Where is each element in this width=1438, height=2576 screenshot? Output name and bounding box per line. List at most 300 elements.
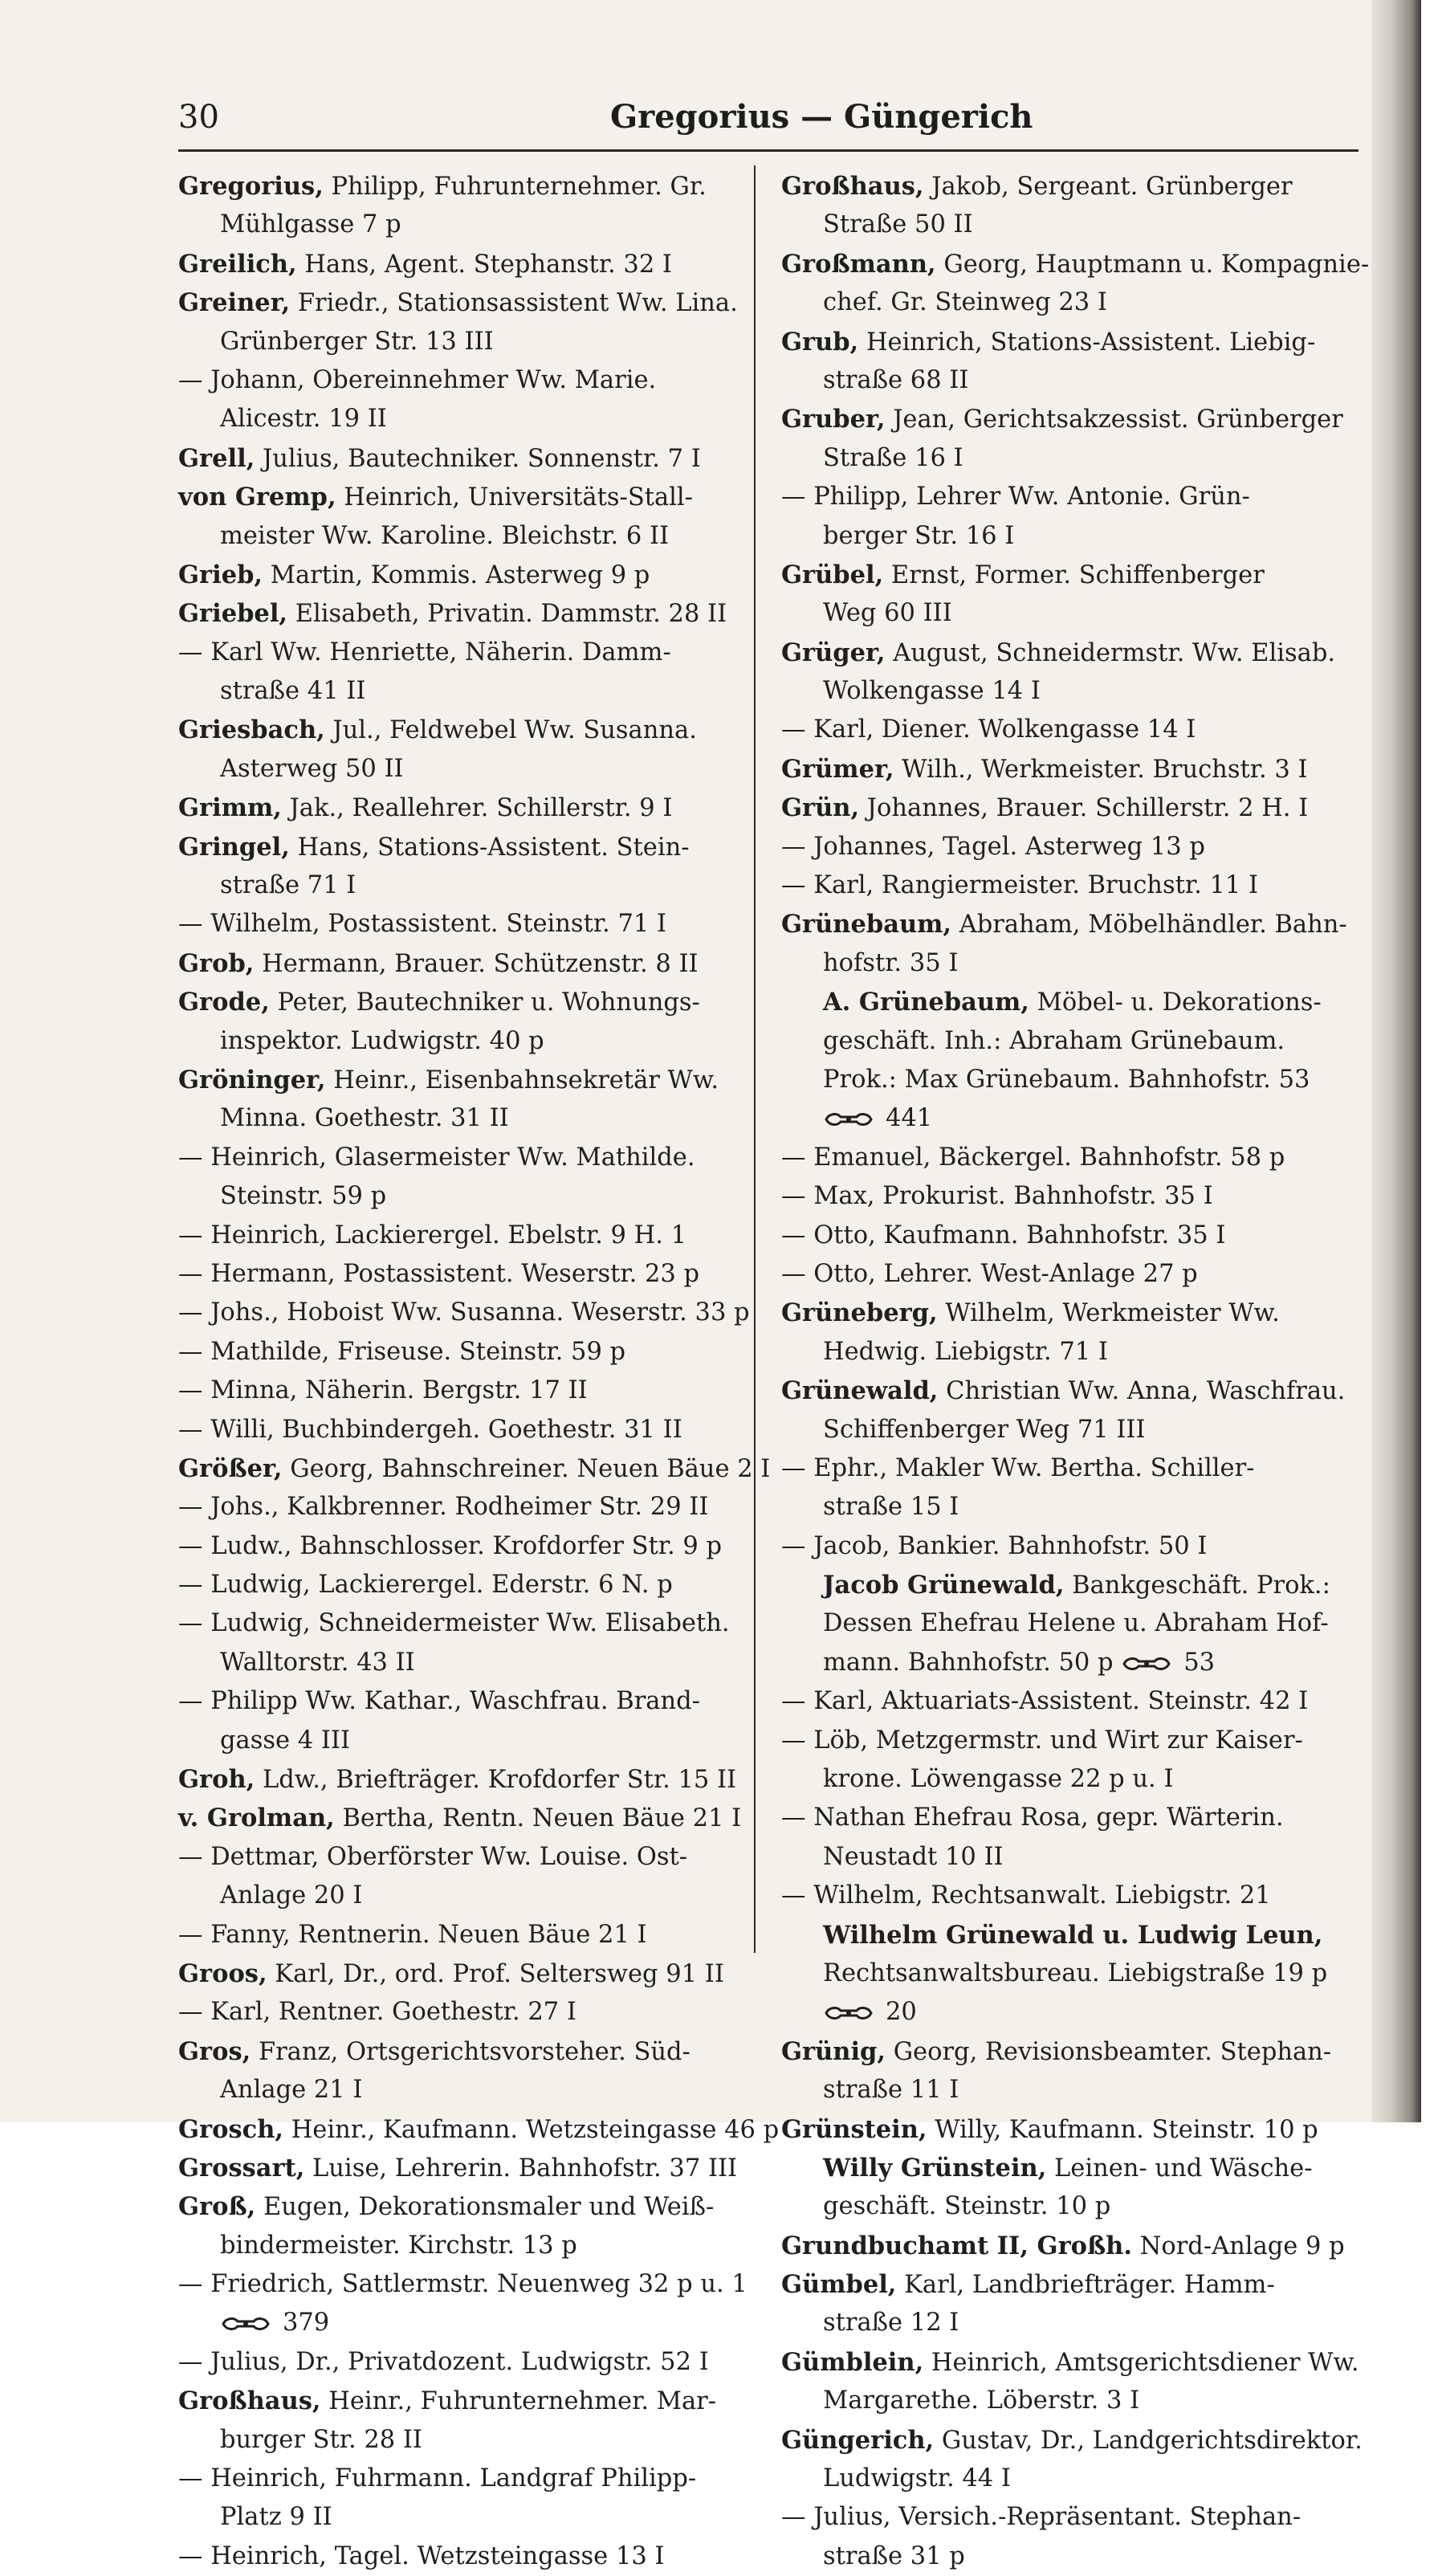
directory-line (178, 983, 745, 1021)
directory-line (178, 1139, 745, 1177)
directory-line (178, 1099, 745, 1138)
entry-name: Gruber, (781, 405, 886, 434)
entry-text: Bertha, Rentn. Neuen Bäue 21 I (334, 1804, 742, 1833)
entry-text: Heinr., Eisenbahnsekretär Ww. (325, 1066, 719, 1094)
directory-line (178, 2382, 745, 2420)
directory-line (781, 672, 1356, 711)
entry-text: — Ephr., Makler Ww. Bertha. Schiller- (781, 1453, 1255, 1482)
directory-line (781, 983, 1356, 1021)
directory-line (781, 905, 1356, 944)
entry-text: Ludwigstr. 44 I (823, 2464, 1011, 2493)
directory-line (178, 750, 745, 789)
entry-text: — Dettmar, Oberförster Ww. Louise. Ost- (178, 1842, 688, 1871)
directory-line (781, 2421, 1363, 2460)
directory-line (178, 2032, 745, 2071)
directory-line (781, 1993, 1356, 2032)
entry-text: Luise, Lehrerin. Bahnhofstr. 37 III (304, 2154, 738, 2183)
entry-name: Großmann, (781, 249, 936, 279)
entry-text: Wilh., Werkmeister. Bruchstr. 3 I (894, 755, 1308, 784)
directory-line (781, 1372, 1356, 1410)
entry-text: — Karl, Rentner. Goethestr. 27 I (178, 1998, 576, 2027)
entry-text: hofstr. 35 I (823, 948, 959, 977)
running-head: Gregorius — Güngerich (610, 98, 1033, 136)
entry-text: Heinrich, Stations-Assistent. Liebig- (858, 328, 1316, 357)
entry-text: geschäft. Inh.: Abraham Grünebaum. (823, 1026, 1285, 1055)
directory-line (178, 2304, 745, 2342)
entry-text: August, Schneidermstr. Ww. Elisab. (885, 638, 1336, 667)
entry-text: mann. Bahnhofstr. 50 p (823, 1648, 1114, 1677)
directory-line (781, 2460, 1356, 2498)
directory-line (178, 1604, 745, 1643)
directory-line (781, 2071, 1356, 2109)
directory-line (178, 167, 745, 206)
entry-text: Straße 50 II (823, 210, 973, 239)
entry-name: v. Grolman, (178, 1804, 335, 1833)
directory-line (781, 167, 1356, 206)
directory-line (781, 400, 1356, 438)
entry-text: inspektor. Ludwigstr. 40 p (220, 1026, 544, 1055)
directory-line (178, 1022, 745, 1061)
directory-line (781, 634, 1356, 672)
entry-name: Grell, (178, 443, 255, 473)
directory-line (178, 828, 745, 866)
entry-text: Nord-Anlage 9 p (1131, 2232, 1345, 2260)
entry-text: Elisabeth, Privatin. Dammstr. 28 II (287, 600, 727, 629)
entry-text: Heinrich, Amtsgerichtsdiener Ww. (923, 2348, 1359, 2377)
left-column (178, 167, 780, 2576)
directory-line (178, 1993, 745, 2032)
entry-text: — Karl, Rangiermeister. Bruchstr. 11 I (781, 871, 1259, 900)
entry-text: — Ludw., Bahnschlosser. Krofdorfer Str. 9 p (178, 1531, 723, 1560)
entry-text: Hans, Stations-Assistent. Stein- (289, 833, 690, 862)
entry-name: Großhaus, (781, 172, 924, 201)
entry-text: Karl, Landbriefträger. Hamm- (896, 2271, 1275, 2300)
entry-name: Gringel, (178, 832, 290, 862)
directory-line (781, 2032, 1356, 2071)
entry-text: Philipp, Fuhrunternehmer. Gr. (323, 173, 707, 201)
directory-line (781, 1722, 1356, 1760)
directory-line (781, 944, 1356, 983)
directory-line (178, 866, 745, 905)
directory-line (781, 594, 1356, 633)
directory-line (178, 556, 745, 594)
directory-line (781, 1488, 1356, 1526)
directory-line (178, 283, 745, 322)
entry-text: 441 (886, 1104, 933, 1133)
entry-text: Heinr., Fuhrunternehmer. Mar- (320, 2387, 717, 2416)
directory-line (781, 750, 1356, 789)
directory-line (781, 1760, 1356, 1799)
entry-name: Grode, (178, 988, 270, 1017)
entry-name: Grob, (178, 948, 255, 978)
directory-line (781, 2149, 1356, 2187)
entry-text: — Wilhelm, Postassistent. Steinstr. 71 I (178, 910, 667, 939)
entry-text: Friedr., Stationsassistent Ww. Lina. (290, 289, 738, 318)
entry-text: — Philipp Ww. Kathar., Waschfrau. Brand- (178, 1687, 700, 1716)
entry-text: straße 11 I (823, 2076, 959, 2105)
directory-line (178, 2460, 745, 2498)
directory-line (178, 1682, 745, 1721)
entry-text: Wolkengasse 14 I (823, 677, 1041, 706)
entry-text: straße 15 I (823, 1493, 959, 1522)
entry-text: Grünberger Str. 13 III (220, 327, 494, 356)
directory-line (781, 1566, 1356, 1604)
entry-text: Johannes, Brauer. Schillerstr. 2 H. I (859, 794, 1309, 823)
directory-line (178, 1838, 745, 1877)
entry-text: Willy, Kaufmann. Steinstr. 10 p (927, 2115, 1318, 2144)
directory-line (178, 789, 745, 827)
directory-line (178, 1411, 745, 1449)
entry-name: Grünebaum, (781, 910, 952, 940)
directory-line (178, 1527, 745, 1566)
directory-line (781, 1682, 1356, 1721)
directory-line (781, 828, 1356, 866)
entry-name: Größer, (178, 1453, 283, 1483)
entry-text: Weg 60 III (823, 599, 952, 628)
entry-name: Jacob Grünewald, (823, 1571, 1065, 1600)
directory-line (178, 1488, 745, 1526)
entry-text: — Ludwig, Lackierergel. Ederstr. 6 N. p (178, 1571, 673, 1600)
entry-text: Peter, Bautechniker u. Wohnungs- (269, 988, 700, 1017)
directory-line (178, 2265, 748, 2304)
entry-text: Alicestr. 19 II (220, 405, 387, 434)
entry-text: Minna. Goethestr. 31 II (220, 1104, 509, 1133)
directory-line (178, 1954, 745, 1993)
entry-text: straße 41 II (220, 677, 366, 706)
directory-line (781, 206, 1356, 244)
directory-line (178, 2187, 745, 2226)
directory-line (781, 1411, 1356, 1449)
entry-text: Möbel- u. Dekorations- (1029, 988, 1322, 1017)
entry-name: Grimm, (178, 793, 282, 823)
entry-text: Anlage 21 I (220, 2076, 363, 2105)
entry-text: Rechtsanwaltsbureau. Liebigstraße 19 p (823, 1958, 1328, 1987)
directory-line (781, 1799, 1356, 1837)
directory-line (178, 245, 745, 283)
entry-text: geschäft. Steinstr. 10 p (823, 2192, 1111, 2221)
directory-line (178, 1449, 771, 1488)
directory-line (178, 1566, 745, 1604)
entry-text: Steinstr. 59 p (220, 1182, 387, 1211)
entry-text: Ernst, Former. Schiffenberger (883, 560, 1265, 589)
entry-text: — Jacob, Bankier. Bahnhofstr. 50 I (781, 1531, 1208, 1560)
entry-name: Greiner, (178, 288, 291, 318)
entry-text: — Karl, Diener. Wolkengasse 14 I (781, 715, 1196, 744)
entry-name: Grünig, (781, 2036, 886, 2066)
entry-text: Anlage 20 I (220, 1881, 363, 1910)
entry-text: 20 (886, 1998, 917, 2027)
directory-line (781, 1916, 1356, 1954)
directory-line (178, 478, 745, 516)
entry-name: Grüger, (781, 638, 886, 667)
header-rule (178, 149, 1359, 152)
entry-text: Prok.: Max Grünebaum. Bahnhofstr. 53 (823, 1065, 1310, 1094)
entry-name: Grub, (781, 327, 859, 357)
entry-text: Hedwig. Liebigstr. 71 I (823, 1337, 1108, 1366)
directory-line (781, 1255, 1356, 1294)
entry-text: bindermeister. Kirchstr. 13 p (220, 2231, 577, 2260)
entry-text: — Julius, Dr., Privatdozent. Ludwigstr. 52 I (178, 2347, 709, 2376)
entry-name: Großhaus, (178, 2386, 321, 2416)
entry-text: — Johannes, Tagel. Asterweg 13 p (781, 832, 1205, 861)
entry-text: Jak., Reallehrer. Schillerstr. 9 I (281, 794, 673, 823)
entry-text: Schiffenberger Weg 71 III (823, 1415, 1146, 1444)
directory-line (781, 245, 1370, 283)
directory-line (781, 2187, 1356, 2226)
directory-line (781, 361, 1356, 400)
entry-name: Grossart, (178, 2153, 305, 2183)
directory-line (178, 1916, 745, 1954)
entry-text: Christian Ww. Anna, Waschfrau. (938, 1377, 1346, 1406)
entry-name: Grieb, (178, 560, 263, 589)
directory-line (781, 1333, 1356, 1372)
directory-line (781, 1294, 1356, 1332)
directory-line (781, 1644, 1356, 1682)
entry-text: Jul., Feldwebel Ww. Susanna. (324, 716, 697, 745)
directory-line (781, 2265, 1356, 2304)
book-spine-shadow (1371, 0, 1421, 2122)
entry-text: chef. Gr. Steinweg 23 I (823, 288, 1107, 317)
directory-line (781, 1838, 1356, 1877)
directory-line (178, 2149, 745, 2187)
directory-line (781, 866, 1356, 905)
entry-text: — Karl Ww. Henriette, Näherin. Damm- (178, 638, 671, 666)
entry-text: — Fanny, Rentnerin. Neuen Bäue 21 I (178, 1920, 647, 1949)
entry-name: Greilich, (178, 249, 297, 279)
directory-line (178, 1294, 750, 1332)
entry-text: berger Str. 16 I (823, 521, 1015, 550)
entry-text: Straße 16 I (823, 443, 963, 472)
entry-name: Griebel, (178, 599, 288, 629)
directory-line (178, 1255, 745, 1294)
entry-text: — Nathan Ehefrau Rosa, gepr. Wärterin. (781, 1804, 1284, 1832)
directory-line (178, 517, 745, 556)
entry-text: — Friedrich, Sattlermstr. Neuenweg 32 p u. 1 (178, 2270, 748, 2299)
entry-text: Julius, Bautechniker. Sonnenstr. 7 I (255, 444, 701, 473)
entry-text: Georg, Revisionsbeamter. Stephan- (886, 2037, 1332, 2066)
directory-line (781, 1177, 1356, 1216)
entry-text: straße 68 II (823, 365, 969, 394)
entry-text: Ldw., Briefträger. Krofdorfer Str. 15 II (255, 1766, 737, 1795)
right-column (781, 167, 1370, 2576)
directory-line (178, 2227, 745, 2265)
entry-name: Gregorius, (178, 172, 324, 201)
directory-line (178, 439, 745, 478)
entry-text: Franz, Ortsgerichtsvorsteher. Süd- (251, 2037, 690, 2066)
directory-line (178, 1217, 745, 1255)
entry-name: Gröninger, (178, 1065, 326, 1094)
directory-line (781, 711, 1356, 749)
telephone-icon (823, 2004, 874, 2022)
entry-text: Georg, Bahnschreiner. Neuen Bäue 2 I (282, 1454, 771, 1483)
entry-name: Groos, (178, 1958, 267, 1988)
entry-name: Grundbuchamt II, Großh. (781, 2231, 1132, 2260)
entry-text: Gustav, Dr., Landgerichtsdirektor. (934, 2426, 1363, 2455)
directory-line (178, 2343, 745, 2382)
directory-line (781, 1527, 1356, 1566)
entry-name: Grüneberg, (781, 1298, 938, 1328)
directory-line (781, 1139, 1356, 1177)
entry-text: — Johann, Obereinnehmer Ww. Marie. (178, 365, 657, 394)
entry-name: Wilhelm Grünewald u. Ludwig Leun, (823, 1920, 1323, 1950)
entry-name: von Gremp, (178, 483, 336, 512)
directory-line (178, 1177, 745, 1216)
directory-line (781, 2227, 1356, 2265)
entry-text: Jakob, Sergeant. Grünberger (923, 173, 1293, 201)
directory-line (178, 2110, 780, 2149)
entry-name: Groß, (178, 2192, 256, 2222)
entry-name: A. Grünebaum, (823, 988, 1029, 1017)
directory-line (178, 323, 745, 361)
directory-line (781, 478, 1356, 516)
entry-text: Karl, Dr., ord. Prof. Seltersweg 91 II (267, 1959, 724, 1988)
directory-line (178, 905, 745, 944)
directory-line (178, 2498, 745, 2537)
entry-name: Griesbach, (178, 715, 325, 745)
directory-line (178, 944, 745, 983)
column-divider (754, 165, 756, 1953)
entry-text: 379 (283, 2309, 330, 2338)
entry-name: Gümblein, (781, 2347, 924, 2377)
directory-line (781, 556, 1356, 594)
entry-text: — Heinrich, Glasermeister Ww. Mathilde. (178, 1143, 695, 1172)
directory-line (781, 517, 1356, 556)
entry-name: Grün, (781, 793, 860, 823)
directory-line (781, 1217, 1356, 1255)
entry-text: burger Str. 28 II (220, 2425, 422, 2454)
directory-line (178, 1722, 745, 1760)
entry-text: Leinen- und Wäsche- (1046, 2154, 1313, 2183)
directory-line (178, 711, 745, 749)
directory-line (781, 283, 1356, 322)
entry-text: Margarethe. Löberstr. 3 I (823, 2386, 1140, 2415)
entry-text: Jean, Gerichtsakzessist. Grünberger (885, 406, 1343, 434)
directory-line (178, 1799, 745, 1837)
entry-text: — Otto, Kaufmann. Bahnhofstr. 35 I (781, 1221, 1226, 1249)
directory-line (178, 2537, 745, 2576)
directory-line (781, 1954, 1356, 1993)
entry-text: Martin, Kommis. Asterweg 9 p (263, 560, 650, 589)
entry-text: — Heinrich, Tagel. Wetzsteingasse 13 I (178, 2541, 665, 2570)
directory-line (781, 789, 1356, 827)
entry-text: straße 31 p (823, 2541, 965, 2570)
entry-text: — Max, Prokurist. Bahnhofstr. 35 I (781, 1182, 1213, 1211)
directory-line (178, 1760, 745, 1799)
entry-name: Grübel, (781, 560, 884, 589)
directory-line (178, 2421, 745, 2460)
directory-line (781, 439, 1356, 478)
entry-text: Heinrich, Universitäts-Stall- (336, 483, 693, 512)
entry-text: meister Ww. Karoline. Bleichstr. 6 II (220, 521, 670, 550)
entry-text: Hans, Agent. Stephanstr. 32 I (296, 250, 672, 279)
entry-text: Asterweg 50 II (220, 754, 404, 783)
entry-text: straße 71 I (220, 871, 356, 900)
entry-name: Willy Grünstein, (823, 2153, 1047, 2183)
entry-text: — Johs., Hoboist Ww. Susanna. Weserstr. 33 p (178, 1298, 750, 1327)
entry-text: — Minna, Näherin. Bergstr. 17 II (178, 1376, 588, 1405)
directory-line (178, 361, 745, 400)
directory-line (781, 2343, 1359, 2382)
entry-text: — Heinrich, Fuhrmann. Landgraf Philipp- (178, 2464, 697, 2493)
entry-text: — Heinrich, Lackierergel. Ebelstr. 9 H. 1 (178, 1221, 687, 1249)
telephone-icon (823, 1111, 874, 1128)
directory-line (178, 1877, 745, 1915)
entry-text: Walltorstr. 43 II (220, 1648, 415, 1677)
directory-line (178, 1333, 745, 1372)
entry-text: Heinr., Kaufmann. Wetzsteingasse 46 p (283, 2115, 780, 2144)
telephone-icon (220, 2315, 271, 2333)
entry-name: Gümbel, (781, 2270, 897, 2300)
directory-line (781, 1877, 1356, 1915)
directory-line (178, 1372, 745, 1410)
entry-text: — Wilhelm, Rechtsanwalt. Liebigstr. 21 (781, 1881, 1271, 1910)
entry-text: — Johs., Kalkbrenner. Rodheimer Str. 29 II (178, 1493, 709, 1522)
directory-line (178, 672, 745, 711)
entry-text: Mühlgasse 7 p (220, 210, 401, 239)
entry-text: — Mathilde, Friseuse. Steinstr. 59 p (178, 1337, 626, 1366)
directory-line (178, 1061, 745, 1099)
directory-line (178, 206, 745, 244)
entry-text: gasse 4 III (220, 1726, 351, 1755)
directory-line (781, 323, 1356, 361)
entry-name: Grosch, (178, 2114, 283, 2144)
entry-text: — Julius, Versich.-Repräsentant. Stephan- (781, 2503, 1302, 2532)
page-number: 30 (178, 99, 219, 136)
entry-name: Grünewald, (781, 1376, 939, 1406)
entry-text: krone. Löwengasse 22 p u. I (823, 1765, 1174, 1794)
entry-text: — Otto, Lehrer. West-Anlage 27 p (781, 1259, 1198, 1288)
entry-text: — Hermann, Postassistent. Weserstr. 23 p (178, 1259, 700, 1288)
directory-line (178, 634, 745, 672)
entry-text: Neustadt 10 II (823, 1842, 1004, 1871)
entry-name: Gros, (178, 2036, 251, 2066)
directory-line (178, 1644, 745, 1682)
telephone-icon (1121, 1655, 1172, 1673)
entry-text: — Emanuel, Bäckergel. Bahnhofstr. 58 p (781, 1143, 1285, 1172)
directory-line (178, 400, 745, 438)
directory-line (781, 2382, 1356, 2420)
directory-line (178, 2071, 745, 2109)
directory-line (781, 1604, 1356, 1643)
phone-number: 53 (1183, 1648, 1216, 1677)
directory-line (178, 594, 745, 633)
entry-text: straße 12 I (823, 2309, 959, 2338)
directory-line (781, 1099, 1356, 1138)
directory-line (781, 2537, 1356, 2576)
directory-line (781, 1449, 1356, 1488)
entry-name: Groh, (178, 1765, 255, 1795)
entry-text: — Karl, Aktuariats-Assistent. Steinstr. 42 I (781, 1687, 1309, 1716)
entry-text: Georg, Hauptmann u. Kompagnie- (935, 250, 1370, 279)
entry-name: Güngerich, (781, 2425, 935, 2455)
entry-text: Hermann, Brauer. Schützenstr. 8 II (254, 949, 699, 978)
entry-text: — Willi, Buchbindergeh. Goethestr. 31 II (178, 1415, 682, 1444)
entry-text: Wilhelm, Werkmeister Ww. (937, 1299, 1280, 1328)
entry-text: — Löb, Metzgermstr. und Wirt zur Kaiser- (781, 1726, 1303, 1755)
directory-line (781, 2498, 1356, 2537)
entry-text: Dessen Ehefrau Helene u. Abraham Hof- (823, 1609, 1329, 1638)
directory-line (781, 2304, 1356, 2342)
entry-text: Eugen, Dekorationsmaler und Weiß- (255, 2193, 715, 2222)
entry-text: Bankgeschäft. Prok.: (1064, 1571, 1330, 1600)
entry-text: Platz 9 II (220, 2503, 332, 2532)
directory-line (781, 1022, 1356, 1061)
entry-text: — Philipp, Lehrer Ww. Antonie. Grün- (781, 483, 1250, 512)
entry-text: Abraham, Möbelhändler. Bahn- (951, 911, 1347, 940)
directory-line (781, 2110, 1356, 2149)
entry-name: Grünstein, (781, 2114, 927, 2144)
entry-name: Grümer, (781, 754, 894, 784)
